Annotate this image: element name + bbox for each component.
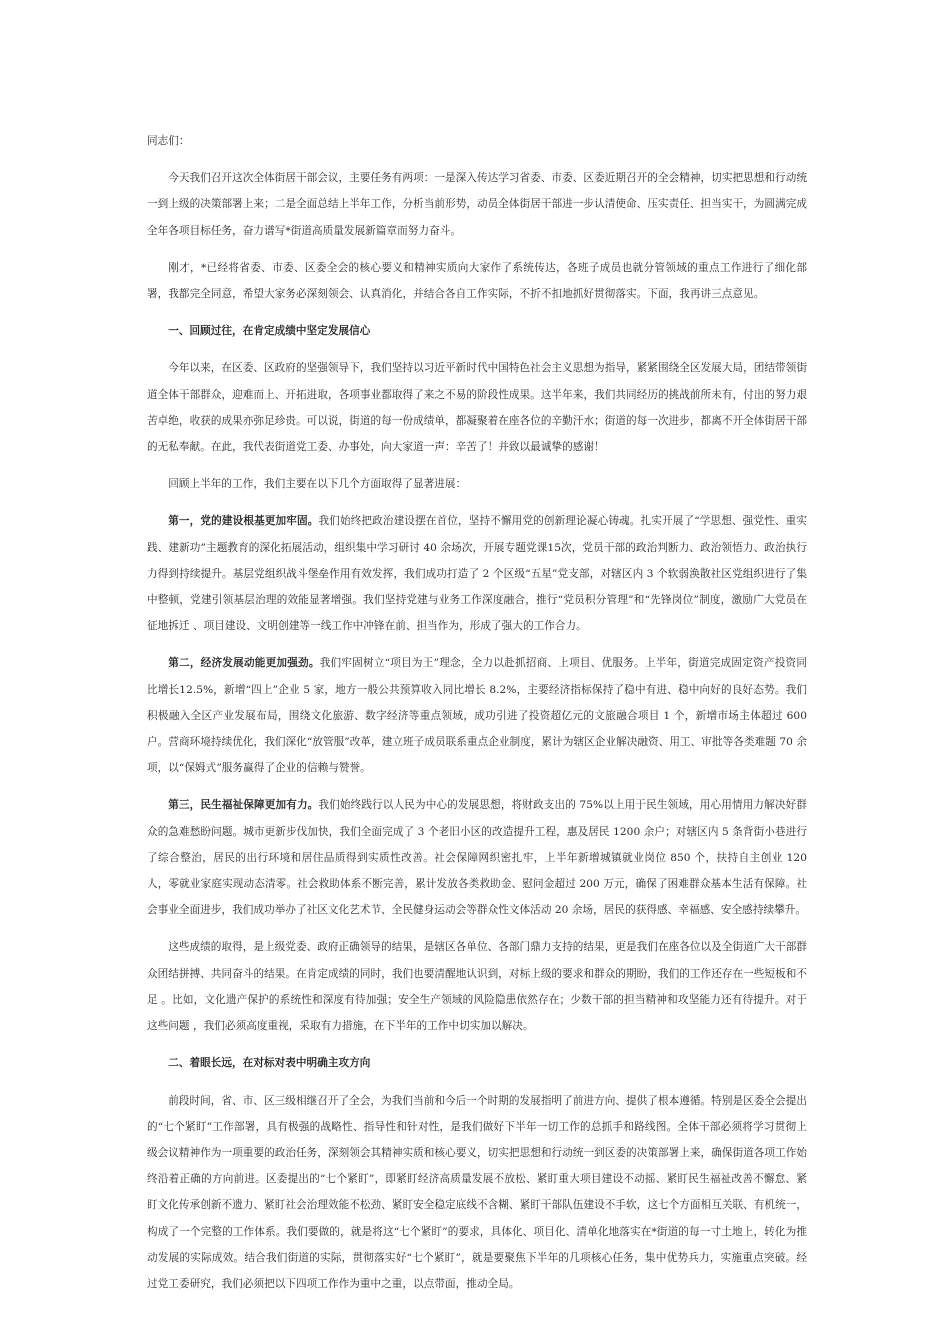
- paragraph-livelihood: [147, 792, 807, 923]
- section-heading-1: 一、回顾过往，在肯定成绩中坚定发展信心: [168, 325, 371, 338]
- salutation: 同志们：: [147, 135, 190, 147]
- livelihood-lead: 第三，民生福祉保障更加有力。: [168, 799, 319, 812]
- paragraph-party-building: [147, 508, 807, 639]
- paragraph-review-intro: 今年以来，在区委、区政府的坚强领导下，我们坚持以习近平新时代中国特色社会主义思想为指导，紧紧围绕全区发展大局，团结带领街道全体干部群众，迎难而上、开拓进取，各项事业都取得了来之不易的阶段性成果。这半年来，我们共同经历的挑战前所未有，付出的努力艰苦卓绝，收获的成果亦弥足珍贵。可以说，街道的每一份成绩单，都凝聚着在座各位的辛勤汗水；街道的每一次进步，都离不开全体街居干部的无私奉献。在此，我代表街道党工委、办事处，向大家道一声：辛苦了！并致以最诚挚的感谢！: [147, 362, 807, 454]
- economy-body: 我们牢固树立“项目为王”理念，全力以赴抓招商、上项目、优服务。上半年，街道完成固定资产投资同比增长12.5%，新增“四上”企业 5 家，地方一般公共预算收入同比增长 8.2%，主要经济指标保持了稳中有进、稳中向好的良好态势。我们积极融入全区产业发展布局，围绕文化旅游、数字经济等重点领域，成功引进了投资超亿元的文旅融合项目 1 个，新增市场主体超过 600 户。营商环境持续优化，我们深化“放管服”改革，建立班子成员联系重点企业制度，累计为辖区企业解决融资、用工、审批等各类难题 70 余项，以“保姆式”服务赢得了企业的信赖与赞誉。: [147, 657, 807, 775]
- paragraph-opening-tasks: 今天我们召开这次全体街居干部会议，主要任务有两项：一是深入传达学习省委、市委、区委近期召开的全会精神，切实把思想和行动统一到上级的决策部署上来；二是全面总结上半年工作，分析当前形势，动员全体街居干部进一步认清使命、压实责任、担当实干，为圆满完成全年各项目标任务，奋力谱写*街道高质量发展新篇章而努力奋斗。: [147, 172, 807, 237]
- paragraph-briefing: 刚才，*已经将省委、市委、区委全会的核心要义和精神实质向大家作了系统传达，各班子成员也就分管领域的重点工作进行了细化部署，我都完全同意，希望大家务必深刻领会、认真消化，并结合各自工作实际，不折不扣地抓好贯彻落实。下面，我再讲三点意见。: [147, 261, 807, 301]
- paragraph-achievements-shortcomings: 这些成绩的取得，是上级党委、政府正确领导的结果，是辖区各单位、各部门鼎力支持的结果，更是我们在座各位以及全街道广大干部群众团结拼搏、共同奋斗的结果。在肯定成绩的同时，我们也要清醒地认识到，对标上级的要求和群众的期盼，我们的工作还存在一些短板和不足 。比如，文化遗产保护的系统性和深度有待加强；安全生产领域的风险隐患依然存在；少数干部的担当精神和攻坚能力还有待提升。对于这些问题 ，我们必须高度重视，采取有力措施，在下半年的工作中切实加以解决。: [147, 941, 807, 1033]
- party-building-lead: 第一，党的建设根基更加牢固。: [168, 515, 319, 528]
- section-heading-2: 二、着眼长远，在对标对表中明确主攻方向: [168, 1057, 371, 1070]
- paragraph-economy: [147, 650, 807, 781]
- economy-lead: 第二，经济发展动能更加强劲。: [168, 657, 320, 670]
- party-building-body: 我们始终把政治建设摆在首位，坚持不懈用党的创新理论凝心铸魂。扎实开展了“学思想、强党性、重实践、建新功”主题教育的深化拓展活动，组织集中学习研讨 40 余场次，开展专题党课15次，党员干部的政治判断力、政治领悟力、政治执行力得到持续提升。基层党组织战斗堡垒作用有效发挥，我们成功打造了 2 个区级“五星”党支部，对辖区内 3 个软弱涣散社区党组织进行了集中整顿，党建引领基层治理的效能显著增强。我们坚持党建与业务工作深度融合，推行“党员积分管理”和“先锋岗位”制度，激励广大党员在征地拆迁 、项目建设、文明创建等一线工作中冲锋在前、担当作为，形成了强大的工作合力。: [147, 515, 808, 633]
- paragraph-progress-intro: 回顾上半年的工作，我们主要在以下几个方面取得了显著进展：: [168, 478, 467, 491]
- paragraph-seven-focuses: 前段时间，省、市、区三级相继召开了全会，为我们当前和今后一个时期的发展指明了前进方向、提供了根本遵循。特别是区委全会提出的“七个紧盯”工作部署，具有极强的战略性、指导性和针对性，是我们做好下半年一切工作的总抓手和路线图。全体干部必须将学习贯彻上级会议精神作为一项重要的政治任务，深刻领会其精神实质和核心要义，切实把思想和行动统一到区委的决策部署上来，确保街道各项工作始终沿着正确的方向前进。区委提出的“七个紧盯”，即紧盯经济高质量发展不放松、紧盯重大项目建设不动摇、紧盯民生福祉改善不懈怠、紧盯文化传承创新不遗力、紧盯社会治理效能不松劲、紧盯安全稳定底线不含糊、紧盯干部队伍建设不手软，这七个方面相互关联、有机统一，构成了一个完整的工作体系。我们要做的，就是将这“七个紧盯”的要求，具体化、项目化、清单化地落实在*街道的每一寸土地上，转化为推动发展的实际成效。结合我们街道的实际，贯彻落实好“七个紧盯”，就是要聚焦下半年的几项核心任务，集中优势兵力，实施重点突破。经过党工委研究，我们必须把以下四项工作作为重中之重，以点带面，推动全局。: [147, 1094, 807, 1290]
- livelihood-body: 我们始终践行以人民为中心的发展思想，将财政支出的 75%以上用于民生领域，用心用情用力解决好群众的急难愁盼问题。城市更新步伐加快，我们全面完成了 3 个老旧小区的改造提升工程，惠及居民 1200 余户；对辖区内 5 条背街小巷进行了综合整治，居民的出行环境和居住品质得到实质性改善。社会保障网织密扎牢，上半年新增城镇就业岗位 850 个，扶持自主创业 120 人，零就业家庭实现动态清零。社会救助体系不断完善，累计发放各类救助金、慰问金超过 200 万元，确保了困难群众基本生活有保障。社会事业全面进步，我们成功举办了社区文化艺术节、全民健身运动会等群众性文体活动 20 余场，居民的获得感、幸福感、安全感持续攀升。: [147, 799, 807, 917]
